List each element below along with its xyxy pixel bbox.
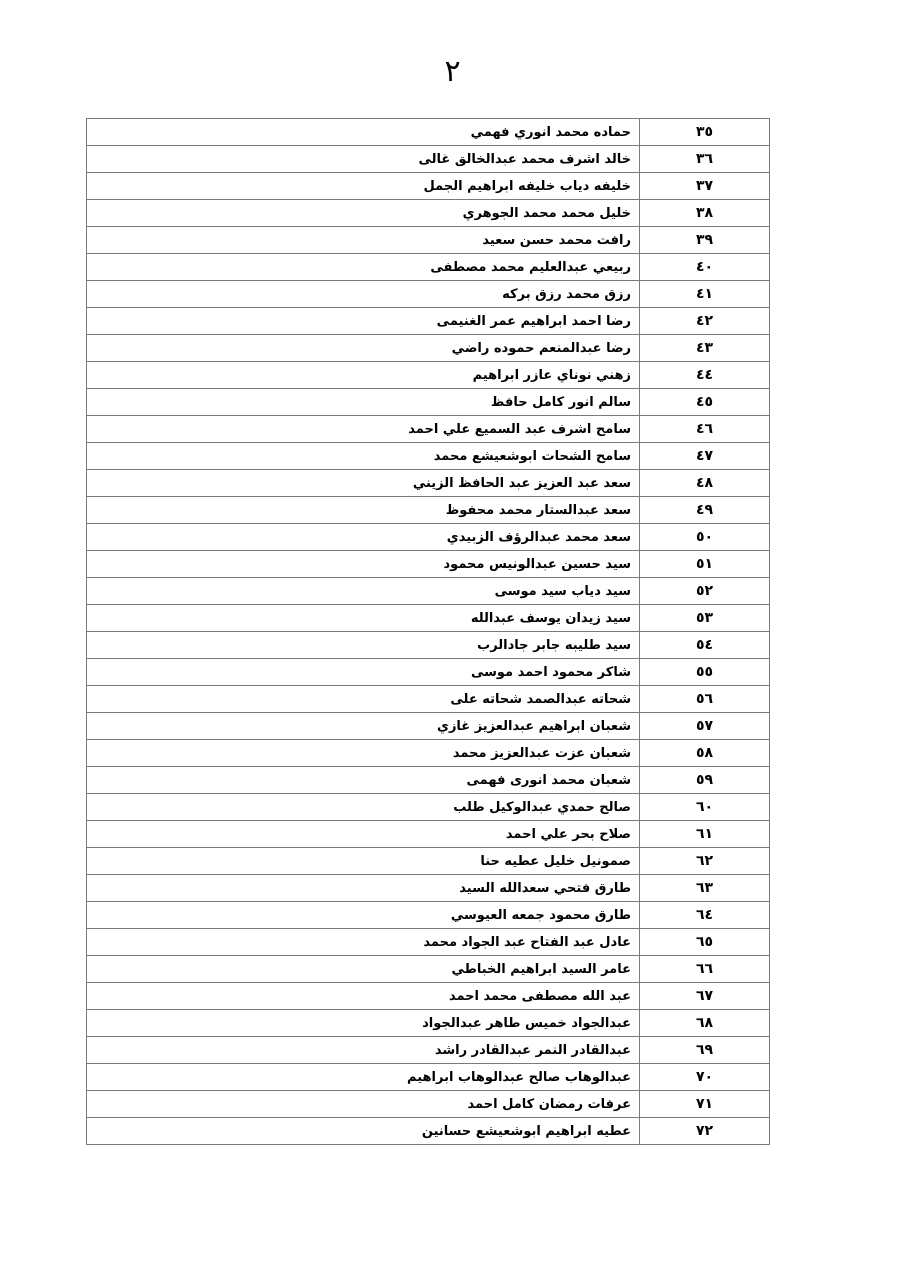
person-name: خليل محمد محمد الجوهري [87,200,640,227]
person-name: سيد حسين عبدالونيس محمود [87,551,640,578]
table-row [87,1118,770,1145]
row-number: ٤٩ [640,497,770,524]
person-name: شاكر محمود احمد موسى [87,659,640,686]
person-name: صمونيل خليل عطيه حنا [87,848,640,875]
table-row [87,119,770,146]
person-name: رضا عبدالمنعم حموده راضي [87,335,640,362]
table-row [87,443,770,470]
row-number: ٥٨ [640,740,770,767]
table-row [87,983,770,1010]
person-name: عبدالجواد خميس طاهر عبدالجواد [87,1010,640,1037]
row-number: ٤٦ [640,416,770,443]
row-number: ٧١ [640,1091,770,1118]
table-row [87,1010,770,1037]
table-row [87,848,770,875]
person-name: طارق محمود جمعه العيوسي [87,902,640,929]
row-number: ٥٥ [640,659,770,686]
table-row [87,470,770,497]
row-number: ٥٠ [640,524,770,551]
person-name: شعبان محمد انورى فهمى [87,767,640,794]
row-number: ٦٧ [640,983,770,1010]
row-number: ٦٥ [640,929,770,956]
table-row [87,902,770,929]
table-row [87,686,770,713]
person-name: سالم انور كامل حافظ [87,389,640,416]
person-name: خليفه دياب خليفه ابراهيم الجمل [87,173,640,200]
page-number: ٢ [444,54,461,89]
row-number: ٦٢ [640,848,770,875]
person-name: عطيه ابراهيم ابوشعيشع حسانين [87,1118,640,1145]
row-number: ٥٤ [640,632,770,659]
table-row [87,605,770,632]
person-name: رافت محمد حسن سعيد [87,227,640,254]
table-row [87,956,770,983]
row-number: ٥١ [640,551,770,578]
person-name: سعد عبد العزيز عبد الحافظ الزيني [87,470,640,497]
row-number: ٦٨ [640,1010,770,1037]
row-number: ٤٤ [640,362,770,389]
table-row [87,497,770,524]
row-number: ٦١ [640,821,770,848]
table-row [87,794,770,821]
table-row [87,551,770,578]
table-row [87,335,770,362]
person-name: عادل عبد الفتاح عبد الجواد محمد [87,929,640,956]
row-number: ٤١ [640,281,770,308]
row-number: ٧٠ [640,1064,770,1091]
table-row [87,281,770,308]
table-row [87,1037,770,1064]
names-table [86,118,770,1145]
table-row [87,875,770,902]
person-name: سيد دياب سيد موسى [87,578,640,605]
table-row [87,1091,770,1118]
row-number: ٤٨ [640,470,770,497]
row-number: ٥٣ [640,605,770,632]
table-row [87,767,770,794]
person-name: عبدالقادر النمر عبدالقادر راشد [87,1037,640,1064]
table-row [87,632,770,659]
row-number: ٣٥ [640,119,770,146]
table-row [87,173,770,200]
row-number: ٦٤ [640,902,770,929]
table-row [87,362,770,389]
person-name: سيد طليبه جابر جادالرب [87,632,640,659]
person-name: سامح الشحات ابوشعيشع محمد [87,443,640,470]
row-number: ٦٦ [640,956,770,983]
row-number: ٦٣ [640,875,770,902]
table-row [87,659,770,686]
table-row [87,929,770,956]
row-number: ٣٩ [640,227,770,254]
row-number: ٤٢ [640,308,770,335]
person-name: ربيعي عبدالعليم محمد مصطفى [87,254,640,281]
person-name: زهني نوناي عازر ابراهيم [87,362,640,389]
row-number: ٤٠ [640,254,770,281]
table-row [87,578,770,605]
person-name: عبدالوهاب صالح عبدالوهاب ابراهيم [87,1064,640,1091]
row-number: ٣٦ [640,146,770,173]
person-name: سعد محمد عبدالرؤف الزبيدي [87,524,640,551]
row-number: ٥٩ [640,767,770,794]
person-name: صالح حمدي عبدالوكيل طلب [87,794,640,821]
person-name: شعبان عزت عبدالعزيز محمد [87,740,640,767]
person-name: شعبان ابراهيم عبدالعزيز غازي [87,713,640,740]
person-name: صلاح بحر علي احمد [87,821,640,848]
row-number: ٣٧ [640,173,770,200]
row-number: ٥٧ [640,713,770,740]
person-name: عبد الله مصطفى محمد احمد [87,983,640,1010]
table-row [87,1064,770,1091]
table-row [87,200,770,227]
row-number: ٧٢ [640,1118,770,1145]
person-name: سامح اشرف عبد السميع علي احمد [87,416,640,443]
person-name: رضا احمد ابراهيم عمر الغنيمى [87,308,640,335]
person-name: سعد عبدالستار محمد محفوظ [87,497,640,524]
table-row [87,308,770,335]
row-number: ٦٠ [640,794,770,821]
person-name: عامر السيد ابراهيم الخباطي [87,956,640,983]
row-number: ٤٣ [640,335,770,362]
row-number: ٤٥ [640,389,770,416]
table-row [87,821,770,848]
person-name: حماده محمد انوري فهمي [87,119,640,146]
table-row [87,254,770,281]
table-row [87,740,770,767]
row-number: ٤٧ [640,443,770,470]
person-name: خالد اشرف محمد عبدالخالق غالى [87,146,640,173]
row-number: ٥٢ [640,578,770,605]
names-table-body [87,119,770,1145]
table-row [87,146,770,173]
table-row [87,389,770,416]
row-number: ٥٦ [640,686,770,713]
row-number: ٣٨ [640,200,770,227]
table-row [87,524,770,551]
person-name: رزق محمد رزق بركه [87,281,640,308]
row-number: ٦٩ [640,1037,770,1064]
table-row [87,227,770,254]
table-row [87,713,770,740]
person-name: سيد زيدان يوسف عبدالله [87,605,640,632]
person-name: طارق فتحي سعدالله السيد [87,875,640,902]
person-name: عرفات رمضان كامل احمد [87,1091,640,1118]
person-name: شحاته عبدالصمد شحاته على [87,686,640,713]
table-row [87,416,770,443]
